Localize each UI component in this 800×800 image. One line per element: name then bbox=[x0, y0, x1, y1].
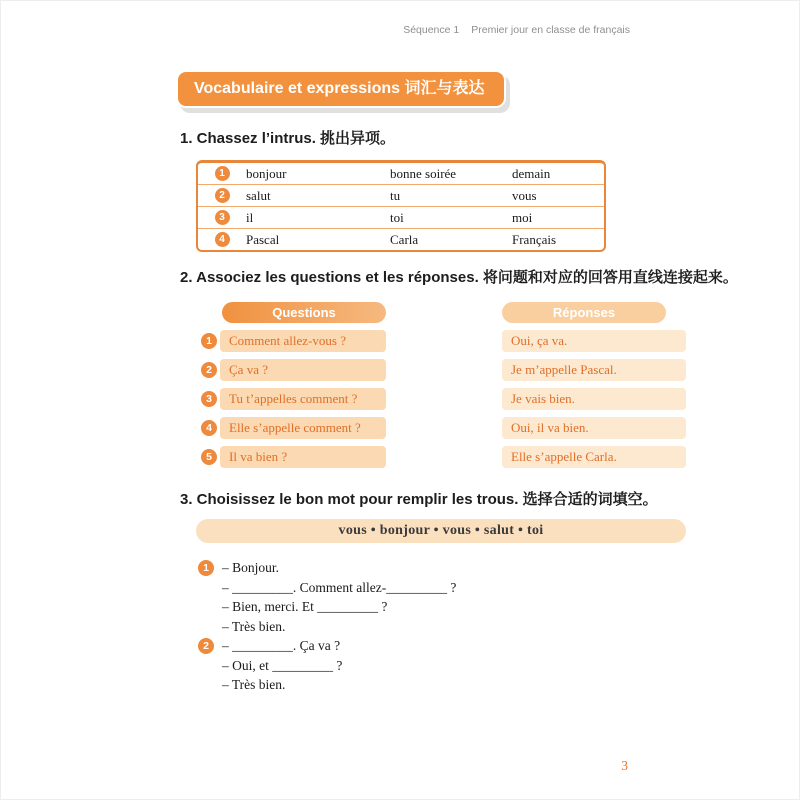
page-number: 3 bbox=[621, 758, 628, 773]
word-cell: bonne soirée bbox=[390, 165, 457, 181]
response-box: Elle s’appelle Carla. bbox=[502, 446, 686, 468]
word-cell: Français bbox=[512, 231, 557, 247]
dialogue-line: – Oui, et _________ ? bbox=[222, 657, 343, 673]
dialogue-line: – _________. Comment allez-_________ ? bbox=[222, 579, 457, 595]
table-row bbox=[198, 206, 604, 228]
word-cell: vous bbox=[512, 187, 537, 203]
question-box: Tu t’appelles comment ? bbox=[220, 388, 386, 410]
question-number-badge: 4 bbox=[201, 420, 217, 436]
response-box: Je m’appelle Pascal. bbox=[502, 359, 686, 381]
table-row bbox=[198, 184, 604, 206]
section-banner: Vocabulaire et expressions 词汇与表达 bbox=[176, 70, 506, 108]
exercise3-heading: 3. Choisissez le bon mot pour remplir les trous. 选择合适的词填空。 bbox=[180, 491, 658, 508]
question-box: Elle s’appelle comment ? bbox=[220, 417, 386, 439]
row-number-badge: 2 bbox=[215, 188, 230, 203]
dialogue-block bbox=[203, 636, 456, 695]
response-box: Je vais bien. bbox=[502, 388, 686, 410]
question-box: Comment allez-vous ? bbox=[220, 330, 386, 352]
responses-column-header: Réponses bbox=[502, 302, 666, 323]
chapter-title: Premier jour en classe de français bbox=[471, 24, 630, 36]
dialogue-line: – Bien, merci. Et _________ ? bbox=[222, 599, 388, 614]
word-cell: demain bbox=[512, 165, 551, 181]
row-number-badge: 3 bbox=[215, 210, 230, 225]
question-box: Il va bien ? bbox=[220, 446, 386, 468]
table-row bbox=[198, 163, 604, 184]
question-number-badge: 2 bbox=[201, 362, 217, 378]
dialogue-number-badge: 1 bbox=[198, 560, 214, 576]
dialogue-line: – Très bien. bbox=[222, 618, 286, 634]
word-cell: toi bbox=[390, 209, 404, 225]
running-head bbox=[403, 24, 630, 36]
dialogue-number-badge: 2 bbox=[198, 638, 214, 654]
intruder-table bbox=[196, 160, 606, 252]
questions-column-header: Questions bbox=[222, 302, 386, 323]
table-row bbox=[198, 228, 604, 250]
word-cell: Carla bbox=[390, 231, 419, 247]
question-number-badge: 1 bbox=[201, 333, 217, 349]
dialogue-block bbox=[203, 558, 457, 636]
dialogue bbox=[203, 558, 457, 695]
word-cell: moi bbox=[512, 209, 533, 225]
dialogue-line: – Bonjour. bbox=[222, 560, 280, 575]
word-bank: vous • bonjour • vous • salut • toi bbox=[196, 519, 686, 543]
exercise2-heading: 2. Associez les questions et les réponses. 将问题和对应的回答用直线连接起来。 bbox=[180, 269, 738, 286]
sequence-label: Séquence 1 bbox=[403, 24, 460, 36]
response-box: Oui, il va bien. bbox=[502, 417, 686, 439]
dialogue-line: – _________. Ça va ? bbox=[222, 638, 341, 653]
dialogue-line: – Très bien. bbox=[222, 677, 286, 692]
row-number-badge: 4 bbox=[215, 232, 230, 247]
row-number-badge: 1 bbox=[215, 166, 230, 181]
exercise1-heading: 1. Chassez l’intrus. 挑出异项。 bbox=[180, 130, 396, 147]
question-number-badge: 5 bbox=[201, 449, 217, 465]
word-cell: salut bbox=[246, 187, 271, 203]
word-cell: bonjour bbox=[246, 165, 287, 181]
word-cell: Pascal bbox=[246, 231, 280, 247]
word-cell: il bbox=[246, 209, 254, 225]
response-box: Oui, ça va. bbox=[502, 330, 686, 352]
question-box: Ça va ? bbox=[220, 359, 386, 381]
question-number-badge: 3 bbox=[201, 391, 217, 407]
word-cell: tu bbox=[390, 187, 401, 203]
